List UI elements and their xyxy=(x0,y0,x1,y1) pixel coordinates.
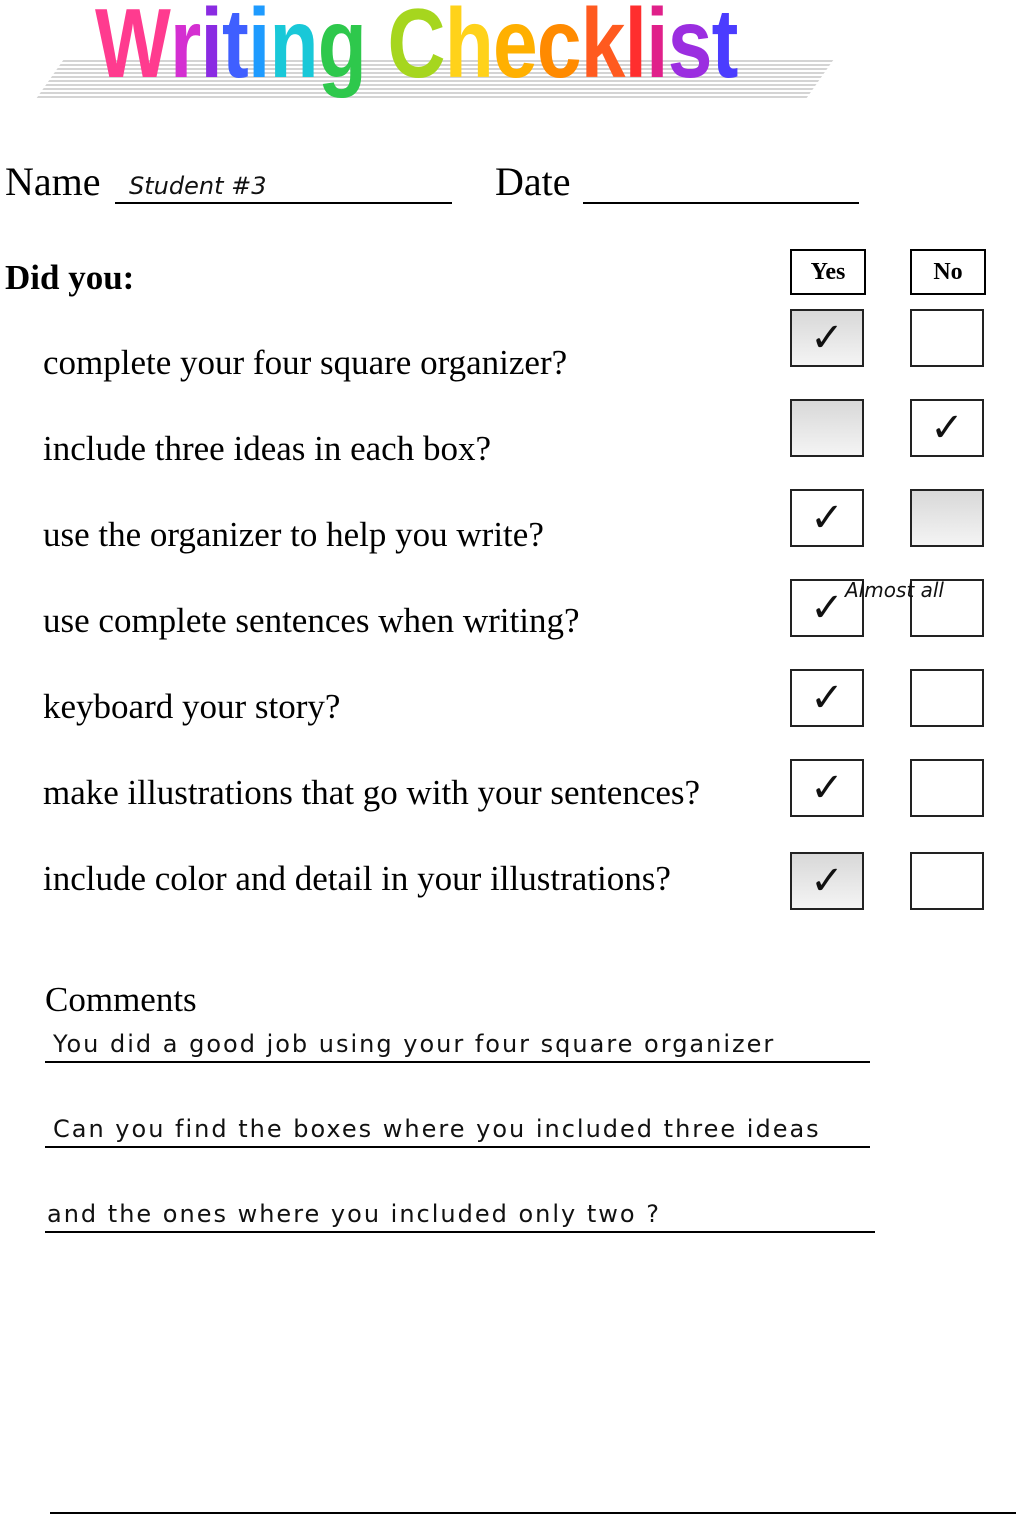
title-letter: t xyxy=(221,0,248,98)
title-letter: t xyxy=(711,0,738,98)
date-label: Date xyxy=(495,159,571,204)
title-letter: h xyxy=(444,0,494,98)
no-checkbox[interactable] xyxy=(910,669,984,727)
title-letter: W xyxy=(95,0,171,98)
title-letter: e xyxy=(493,0,537,98)
checklist-question: complete your four square organizer? xyxy=(43,343,568,382)
no-checkbox[interactable] xyxy=(910,309,984,367)
title-letter: k xyxy=(580,0,625,98)
no-checkbox[interactable] xyxy=(910,399,984,457)
checklist-question: use the organizer to help you write? xyxy=(43,515,544,554)
almost-all-note: Almost all xyxy=(845,578,944,602)
check-mark-icon: ✓ xyxy=(810,675,844,721)
no-checkbox[interactable] xyxy=(910,759,984,817)
no-checkbox[interactable] xyxy=(910,852,984,910)
check-mark-icon: ✓ xyxy=(810,495,844,541)
no-checkbox[interactable] xyxy=(910,489,984,547)
check-mark-icon: ✓ xyxy=(810,858,844,904)
check-mark-icon: ✓ xyxy=(810,765,844,811)
title-letter: i xyxy=(247,0,270,98)
title-banner xyxy=(40,0,820,110)
checklist-question: include three ideas in each box? xyxy=(43,429,491,468)
check-mark-icon: ✓ xyxy=(810,315,844,361)
title-letter: g xyxy=(317,0,367,98)
yes-checkbox[interactable] xyxy=(790,489,864,547)
yes-checkbox[interactable] xyxy=(790,852,864,910)
check-mark-icon: ✓ xyxy=(930,405,964,451)
title-letter: s xyxy=(667,0,712,98)
date-field[interactable] xyxy=(583,168,859,204)
name-value: Student #3 xyxy=(129,172,267,200)
comment-line xyxy=(45,1113,870,1148)
yes-checkbox[interactable] xyxy=(790,669,864,727)
title-letter: n xyxy=(269,0,318,98)
name-label: Name xyxy=(5,159,101,204)
comment-text: and the ones where you included only two ? xyxy=(47,1200,661,1228)
check-mark-icon: ✓ xyxy=(810,585,844,631)
checklist-question: use complete sentences when writing? xyxy=(43,601,580,640)
title-letter xyxy=(366,0,388,92)
checklist-prompt: Did you: xyxy=(5,258,135,297)
title-letter: C xyxy=(387,0,445,98)
comment-text: Can you find the boxes where you included three ideas xyxy=(53,1115,821,1143)
yes-checkbox[interactable] xyxy=(790,309,864,367)
checklist-question: keyboard your story? xyxy=(43,687,341,726)
name-field[interactable] xyxy=(115,168,452,204)
comment-text: You did a good job using your four square organizer xyxy=(53,1030,776,1058)
comment-line xyxy=(45,1198,875,1233)
page-title xyxy=(95,0,738,98)
comments-label: Comments xyxy=(45,980,197,1019)
yes-checkbox[interactable] xyxy=(790,399,864,457)
title-letter: r xyxy=(170,0,201,98)
checklist-question: make illustrations that go with your sentences? xyxy=(43,773,701,812)
title-letter: c xyxy=(536,0,581,98)
yes-header: Yes xyxy=(790,249,866,295)
no-header: No xyxy=(910,249,986,295)
yes-checkbox[interactable] xyxy=(790,759,864,817)
footer-rule xyxy=(50,1512,1016,1514)
title-letter: i xyxy=(200,0,222,98)
comment-line xyxy=(45,1028,870,1063)
checklist-question: include color and detail in your illustrations? xyxy=(43,859,671,898)
title-letter: i xyxy=(646,0,668,98)
title-letter: l xyxy=(624,0,647,98)
